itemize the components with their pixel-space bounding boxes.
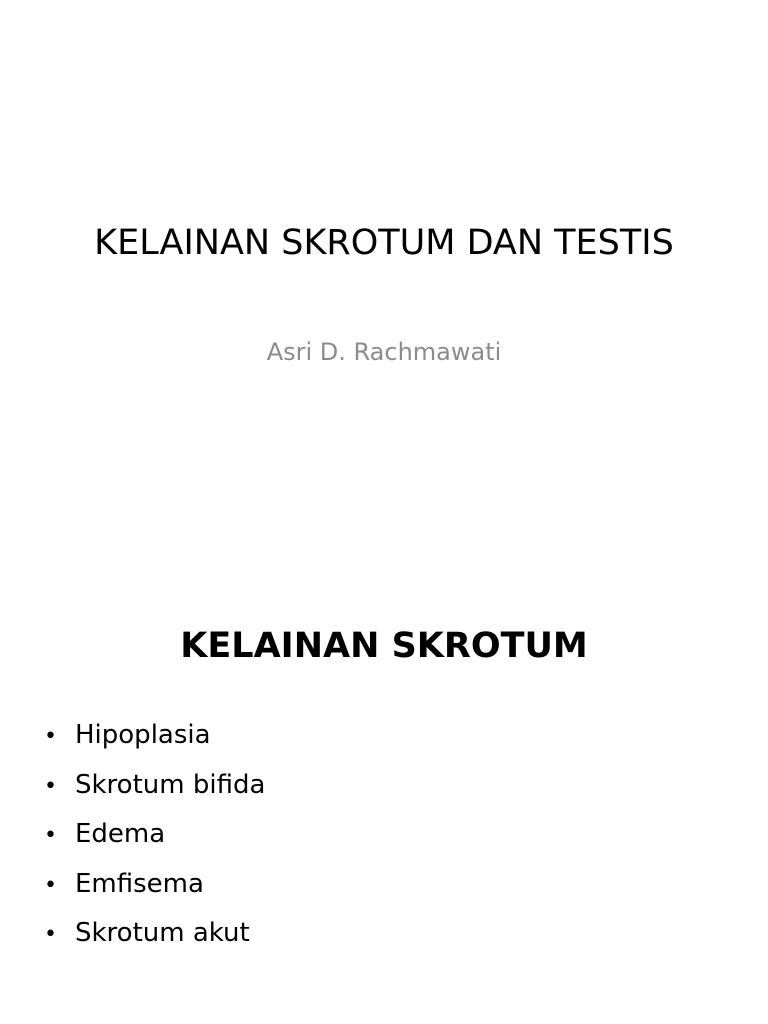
content-slide bbox=[0, 576, 768, 1024]
bullet-text: Edema bbox=[75, 819, 166, 849]
slide-subtitle-author: Asri D. Rachmawati bbox=[266, 338, 502, 366]
bullet-icon: • bbox=[44, 724, 57, 749]
bullet-text: Skrotum akut bbox=[75, 918, 250, 948]
bullet-icon: • bbox=[44, 773, 57, 799]
bullet-icon: • bbox=[44, 872, 57, 898]
bullet-text: Hipoplasia bbox=[75, 720, 211, 750]
bullet-icon: • bbox=[44, 823, 57, 848]
bullet-item-hipoplasia bbox=[44, 715, 265, 765]
bullet-item-edema bbox=[44, 814, 265, 864]
slide-title: KELAINAN SKROTUM DAN TESTIS bbox=[94, 223, 674, 263]
bullet-item-skrotum-akut bbox=[44, 913, 265, 963]
bullet-text: Skrotum bifida bbox=[75, 769, 266, 800]
bullet-list bbox=[44, 715, 265, 963]
slide-heading: KELAINAN SKROTUM bbox=[180, 626, 588, 666]
bullet-item-skrotum-bifida bbox=[44, 765, 265, 815]
bullet-icon: • bbox=[44, 922, 57, 947]
bullet-item-emfisema bbox=[44, 864, 265, 914]
bullet-text: Emfisema bbox=[75, 868, 204, 899]
